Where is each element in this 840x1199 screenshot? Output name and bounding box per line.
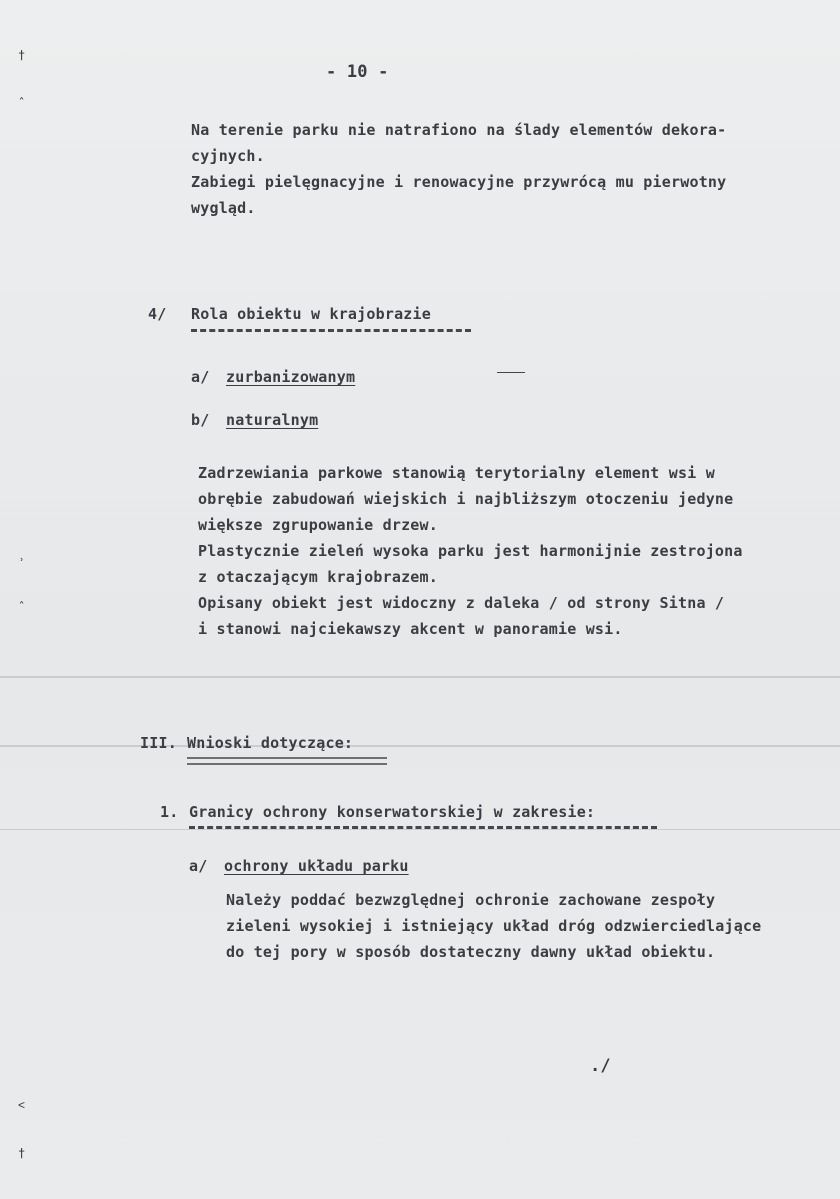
text-line: cyjnych. <box>191 147 265 165</box>
section-marker: 4/ <box>148 305 167 323</box>
subsection-item-heading: ochrony układu parku <box>224 857 409 875</box>
text-line: Zadrzewiania parkowe stanowią terytorialny element wsi w <box>198 464 715 482</box>
option-marker: b/ <box>191 411 210 429</box>
page-number: - 10 - <box>326 62 389 82</box>
section-heading: Rola obiektu w krajobrazie <box>191 305 431 323</box>
text-line: z otaczającym krajobrazem. <box>198 568 438 586</box>
subsection-heading: Granicy ochrony konserwatorskiej w zakresie: <box>189 803 596 821</box>
punch-hole-mark: † <box>18 1146 26 1160</box>
text-line: i stanowi najciekawszy akcent w panoramie wsi. <box>198 620 623 638</box>
paper-fold-line <box>0 745 840 747</box>
text-line: do tej pory w sposób dostateczny dawny układ obiektu. <box>226 943 716 961</box>
text-line: większe zgrupowanie drzew. <box>198 516 438 534</box>
continuation-mark: ./ <box>590 1056 611 1076</box>
punch-hole-mark: ˆ <box>18 96 26 110</box>
punch-hole-mark: ˆ <box>18 600 26 614</box>
text-line: Opisany obiekt jest widoczny z daleka / od strony Sitna / <box>198 594 725 612</box>
selection-mark <box>497 372 525 373</box>
text-line: obrębie zabudowań wiejskich i najbliższym otoczeniu jedyne <box>198 490 734 508</box>
text-line: wygląd. <box>191 199 256 217</box>
text-line: Należy poddać bezwzględnej ochronie zachowane zespoły <box>226 891 716 909</box>
paper-fold-line <box>0 676 840 678</box>
option-natural: naturalnym <box>226 411 319 429</box>
heading-underline <box>189 826 657 829</box>
punch-hole-mark: ˒ <box>18 553 26 567</box>
option-zurbanized: zurbanizowanym <box>226 368 356 386</box>
section-marker: III. <box>140 734 177 752</box>
heading-double-underline <box>187 757 387 765</box>
punch-hole-mark: ˂ <box>18 1098 26 1112</box>
option-marker: a/ <box>191 368 210 386</box>
text-line: Plastycznie zieleń wysoka parku jest harmonijnie zestrojona <box>198 542 743 560</box>
punch-hole-mark: † <box>18 48 26 62</box>
text-line: zieleni wysokiej i istniejący układ dróg odzwierciedlające <box>226 917 762 935</box>
section-heading: Wnioski dotyczące: <box>187 734 354 752</box>
subsection-marker: 1. <box>160 803 179 821</box>
heading-underline <box>191 329 471 332</box>
text-line: Zabiegi pielęgnacyjne i renowacyjne przywrócą mu pierwotny <box>191 173 727 191</box>
option-marker: a/ <box>189 857 208 875</box>
paper-fold-line <box>0 829 840 830</box>
text-line: Na terenie parku nie natrafiono na ślady elementów dekora- <box>191 121 727 139</box>
